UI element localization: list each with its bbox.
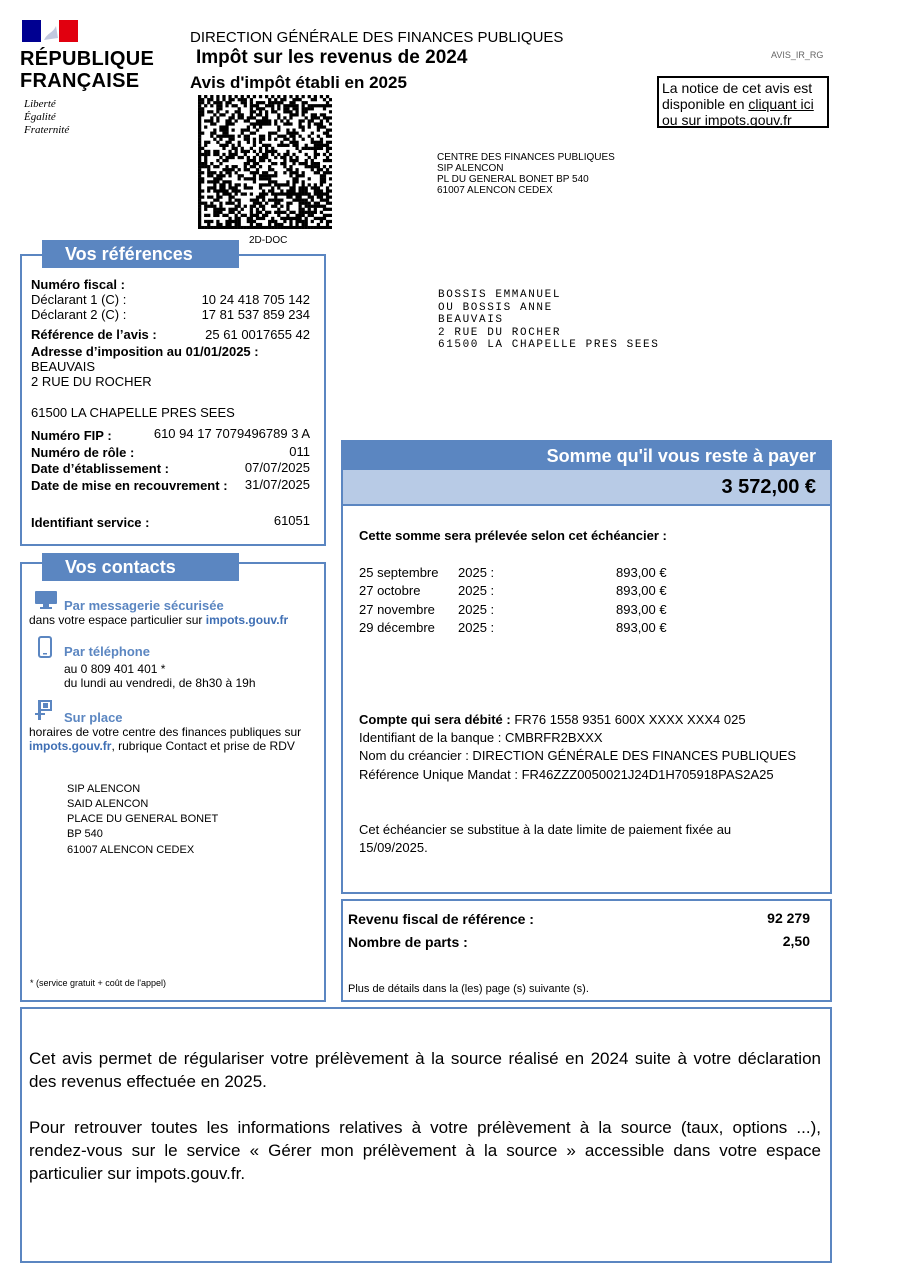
schedule-amount: 893,00 € (616, 583, 667, 598)
etablissement-value: 07/07/2025 (244, 460, 310, 475)
recipient-line: BEAUVAIS (438, 314, 504, 326)
service-label: Identifiant service : (31, 515, 150, 530)
logo-line2: FRANÇAISE (20, 70, 140, 92)
role-value: 011 (289, 444, 310, 459)
somme-divider (343, 504, 830, 506)
parts-value: 2,50 (782, 933, 810, 949)
recipient-line: 2 RUE DU ROCHER (438, 326, 562, 339)
recipient-line: BOSSIS EMMANUEL (438, 289, 562, 301)
footnote: * (service gratuit + coût de l'appel) (30, 978, 167, 988)
centre-address (437, 152, 615, 196)
schedule-year: 2025 : (458, 583, 495, 598)
messagerie-text (29, 613, 288, 627)
schedule-amount: 893,00 € (616, 620, 667, 635)
recouvrement-label: Date de mise en recouvrement : (31, 478, 228, 493)
declarant2-value: 17 81 537 859 234 (201, 307, 310, 322)
messagerie-text-prefix: dans votre espace particulier sur (29, 613, 206, 627)
motto-liberte: Liberté (24, 98, 56, 110)
info-paragraph-1: Cet avis permet de régulariser votre prélèvement à la source réalisé en 2024 suite à votre déclaration des revenus effectuée en 2025. (29, 1049, 821, 1091)
ref-avis-label: Référence de l’avis : (31, 327, 157, 342)
sip-line: PLACE DU GENERAL BONET (67, 813, 219, 825)
compte-line (359, 712, 746, 727)
compte-value: FR76 1558 9351 600X XXXX XXX4 025 (514, 712, 746, 727)
place-text2-suffix: , rubrique Contact et prise de RDV (111, 739, 295, 753)
telephone-number: au 0 809 401 401 * (64, 662, 166, 676)
logo-motto (24, 98, 69, 137)
centre-line: SIP ALENCON (437, 163, 504, 174)
echeancier-note-line2: 15/09/2025. (359, 840, 428, 855)
place-text2 (29, 739, 295, 753)
schedule-date: 25 septembre (359, 565, 439, 580)
building-icon (35, 699, 53, 726)
schedule-amount: 893,00 € (616, 602, 667, 617)
declarant2-label: Déclarant 2 (C) : (31, 307, 127, 322)
logo-wordmark (20, 48, 154, 92)
telephone-title: Par téléphone (64, 644, 150, 659)
sip-line: 61007 ALENCON CEDEX (67, 844, 195, 856)
compte-label: Compte qui sera débité : (359, 712, 515, 727)
adresse-line3: 61500 LA CHAPELLE PRES SEES (31, 405, 235, 420)
recipient-address (438, 289, 659, 352)
messagerie-link[interactable]: impots.gouv.fr (205, 613, 289, 627)
fip-value: 610 94 17 7079496789 3 A (153, 426, 310, 441)
place-text1: horaires de votre centre des finances publiques sur (29, 725, 302, 739)
place-title: Sur place (64, 710, 123, 725)
rfr-value: 92 279 (767, 910, 810, 926)
rfr-label: Revenu fiscal de référence : (348, 911, 534, 927)
place-link[interactable]: impots.gouv.fr (29, 739, 112, 753)
parts-label: Nombre de parts : (348, 934, 468, 950)
fip-label: Numéro FIP : (31, 428, 112, 443)
notice-link[interactable]: cliquant ici (748, 96, 814, 112)
notice-line2 (662, 96, 825, 112)
info-paragraph-2: Pour retrouver toutes les informations relatives à votre prélèvement à la source (taux, options ...), rendez-vous sur le service « Gérer mon prélèvement à la source » accessible dans votre espace particulier sur impots.gouv.fr. (29, 1118, 821, 1183)
mandat-line: Référence Unique Mandat : FR46ZZZ0050021J24D1H705918PAS2A25 (359, 767, 774, 782)
centre-line: CENTRE DES FINANCES PUBLIQUES (437, 152, 615, 163)
adresse-line2: 2 RUE DU ROCHER (31, 374, 152, 389)
schedule-date: 27 octobre (359, 583, 421, 598)
centre-line: PL DU GENERAL BONET BP 540 (437, 174, 589, 185)
somme-title: Somme qu'il vous reste à payer (343, 442, 830, 470)
declarant1-label: Déclarant 1 (C) : (31, 292, 127, 307)
telephone-hours: du lundi au vendredi, de 8h30 à 19h (64, 676, 256, 690)
sip-line: SAID ALENCON (67, 798, 149, 810)
barcode-label: 2D-DOC (249, 235, 288, 246)
schedule-date: 29 décembre (359, 620, 435, 635)
role-label: Numéro de rôle : (31, 445, 135, 460)
adresse-label: Adresse d’imposition au 01/01/2025 : (31, 344, 259, 359)
details-note: Plus de détails dans la (les) page (s) suivante (s). (348, 983, 589, 995)
contacts-title: Vos contacts (42, 553, 239, 581)
datamatrix-barcode (198, 95, 332, 229)
document-code: AVIS_IR_RG (771, 50, 824, 60)
page-subtitle: Avis d'impôt établi en 2025 (190, 73, 407, 92)
schedule-year: 2025 : (458, 602, 495, 617)
centre-line: 61007 ALENCON CEDEX (437, 185, 553, 196)
numero-fiscal-label: Numéro fiscal : (31, 277, 125, 292)
echeancier-note-line1: Cet échéancier se substitue à la date limite de paiement fixée au (359, 822, 732, 837)
sip-line: SIP ALENCON (67, 783, 141, 795)
notice-line1: La notice de cet avis est (662, 80, 813, 96)
etablissement-label: Date d’établissement : (31, 461, 169, 476)
echeancier-intro: Cette somme sera prélevée selon cet échéancier : (359, 528, 667, 543)
recipient-line: OU BOSSIS ANNE (438, 301, 553, 314)
direction-generale: DIRECTION GÉNÉRALE DES FINANCES PUBLIQUES (190, 29, 564, 46)
republique-francaise-flag-logo (22, 20, 78, 42)
logo-line1: RÉPUBLIQUE (20, 48, 155, 70)
notice-line2-text: disponible en (662, 96, 749, 112)
schedule-amount: 893,00 € (616, 565, 667, 580)
motto-fraternite: Fraternité (24, 124, 70, 136)
ref-avis-value: 25 61 0017655 42 (205, 327, 310, 342)
notice-box (657, 76, 829, 128)
banque-line: Identifiant de la banque : CMBRFR2BXXX (359, 730, 603, 745)
recipient-line: 61500 LA CHAPELLE PRES SEES (438, 339, 660, 351)
schedule-date: 27 novembre (359, 602, 435, 617)
creancier-line: Nom du créancier : DIRECTION GÉNÉRALE DES FINANCES PUBLIQUES (359, 748, 797, 763)
recouvrement-value: 31/07/2025 (244, 477, 310, 492)
adresse-line1: BEAUVAIS (31, 359, 96, 374)
messagerie-title: Par messagerie sécurisée (64, 598, 224, 613)
notice-line3: ou sur impots.gouv.fr (662, 112, 792, 128)
declarant1-value: 10 24 418 705 142 (201, 292, 310, 307)
phone-icon (38, 636, 52, 663)
computer-icon (34, 590, 58, 615)
service-value: 61051 (273, 513, 310, 528)
schedule-year: 2025 : (458, 620, 495, 635)
somme-amount: 3 572,00 € (343, 470, 830, 504)
sip-line: BP 540 (67, 828, 103, 840)
page-title: Impôt sur les revenus de 2024 (196, 47, 468, 68)
motto-egalite: Égalité (24, 111, 56, 123)
contacts-panel (20, 562, 326, 1002)
references-title: Vos références (42, 240, 239, 268)
schedule-year: 2025 : (458, 565, 495, 580)
